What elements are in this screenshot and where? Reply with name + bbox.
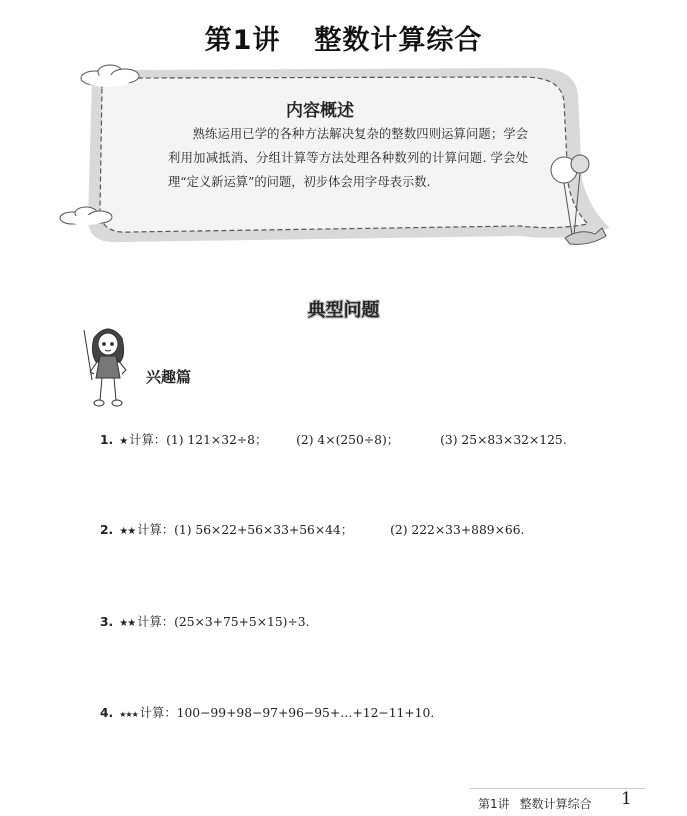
problem-prefix: 计算： xyxy=(139,706,177,720)
problem-number: 2. xyxy=(100,523,114,537)
difficulty-stars: ★★ xyxy=(119,618,136,629)
problem-part: (1) 121×32÷8； xyxy=(166,433,268,447)
problem-number: 3. xyxy=(100,615,114,629)
problem-part: (2) 222×33+889×66. xyxy=(390,523,525,537)
footer-title xyxy=(478,795,592,812)
footer-lesson-title: 整数计算综合 xyxy=(519,797,592,811)
subsection-label: 兴趣篇 xyxy=(146,368,192,386)
problem-prefix: 计算： xyxy=(137,523,175,537)
problem-part: (25×3+75+5×15)÷3. xyxy=(174,615,310,629)
footer-divider xyxy=(470,788,645,789)
lesson-title-text: 整数计算综合 xyxy=(314,25,483,56)
overview-text: 熟练运用已学的各种方法解决复杂的整数四则运算问题；学会利用加减抵消、分组计算等方法处理各种数列的计算问题. 学会处理“定义新运算”的问题，初步体会用字母表示数. xyxy=(168,127,528,189)
difficulty-stars: ★★ xyxy=(119,526,136,537)
problem-number: 1. xyxy=(100,433,114,447)
problem-item xyxy=(100,612,310,630)
difficulty-stars: ★★★ xyxy=(119,710,138,719)
overview-box xyxy=(50,60,640,255)
overview-heading: 内容概述 xyxy=(286,101,354,121)
problem-item xyxy=(100,520,524,538)
page-number: 1 xyxy=(621,789,632,809)
problem-prefix: 计算： xyxy=(137,615,175,629)
problem-prefix: 计算： xyxy=(129,433,167,447)
page-title xyxy=(0,18,687,57)
girl-illustration-icon xyxy=(80,322,136,412)
problem-part: (3) 25×83×32×125. xyxy=(440,433,567,447)
problem-item xyxy=(100,703,434,721)
problem-part: 100−99+98−97+96−95+…+12−11+10. xyxy=(176,706,435,720)
problem-part: (1) 56×22+56×33+56×44； xyxy=(174,523,354,537)
problem-part: (2) 4×(250÷8)； xyxy=(296,433,400,447)
lesson-number: 第1讲 xyxy=(204,25,281,56)
footer-lesson-number: 第1讲 xyxy=(478,797,510,811)
difficulty-stars: ★ xyxy=(119,436,128,447)
problem-number: 4. xyxy=(100,706,114,720)
section-heading: 典型问题 xyxy=(307,300,380,321)
problem-item xyxy=(100,430,567,448)
